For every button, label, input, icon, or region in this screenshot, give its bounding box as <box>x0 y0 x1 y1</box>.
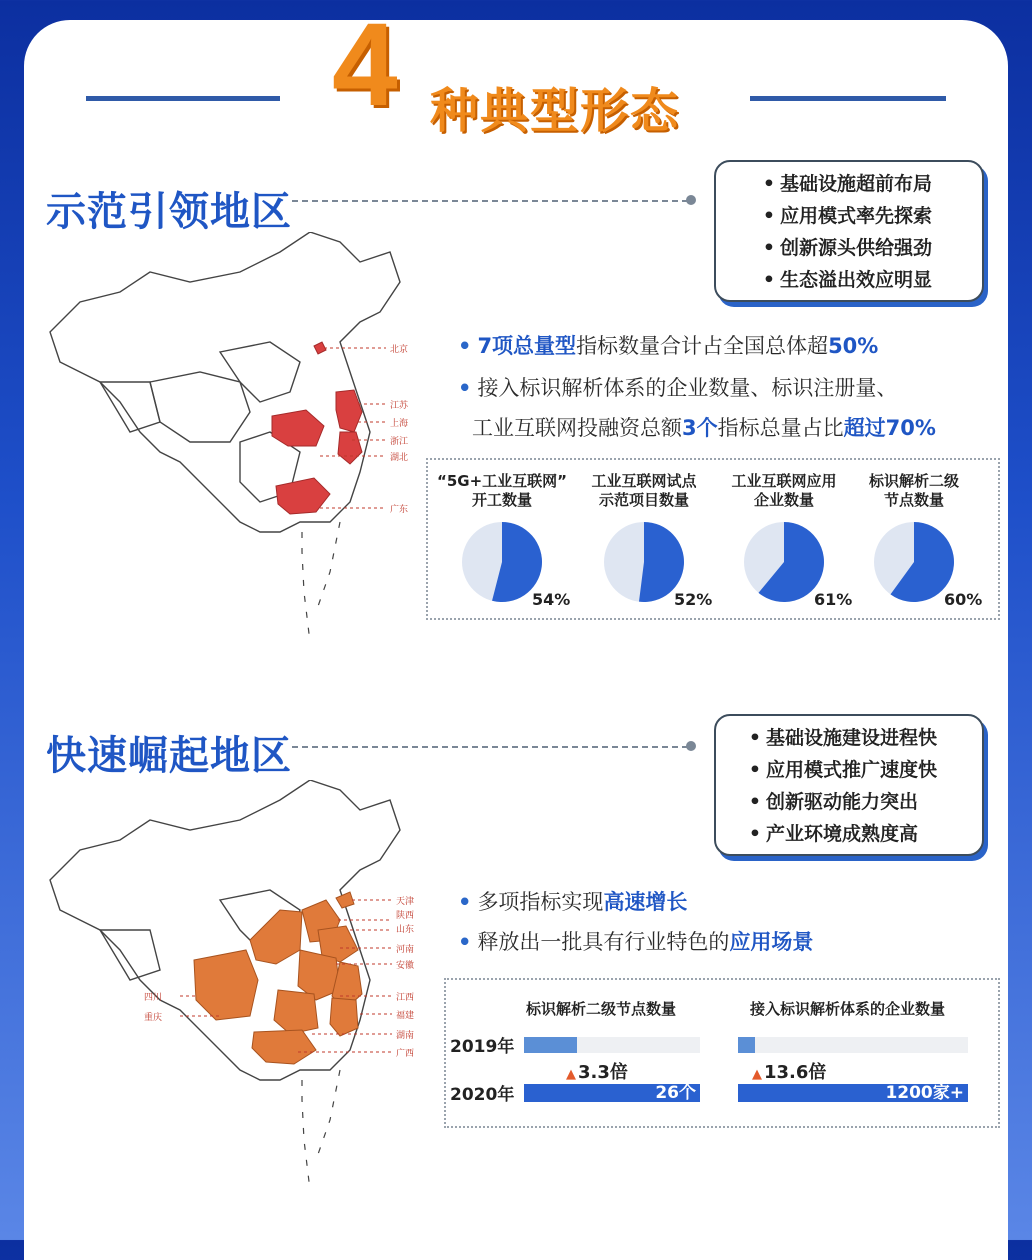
title-divider-left <box>86 96 280 101</box>
bar-series-title: 标识解析二级节点数量 <box>526 1000 677 1018</box>
map-label: 四川 <box>144 993 163 1003</box>
region1-feature-box <box>714 160 984 302</box>
feature-item: • 基础设施建设进程快 <box>748 727 938 749</box>
pie-title: “5G+工业互联网” 开工数量 <box>436 472 568 509</box>
growth-label: ▲ 3.3倍 <box>566 1062 628 1083</box>
map-label: 江西 <box>396 993 415 1003</box>
region2-feature-box <box>714 714 984 856</box>
map-label: 广西 <box>396 1049 415 1059</box>
region1-dash <box>292 200 688 202</box>
bar-2020: 26个 <box>524 1084 700 1102</box>
bar-track <box>738 1037 968 1053</box>
region1-dot <box>686 195 696 205</box>
map-label: 广东 <box>390 505 409 515</box>
map-label: 重庆 <box>144 1013 163 1023</box>
pie-title: 工业互联网应用 企业数量 <box>731 472 837 509</box>
map-label: 浙江 <box>390 437 409 447</box>
bar-2019 <box>524 1037 577 1053</box>
feature-item: • 生态溢出效应明显 <box>762 269 933 291</box>
bar-series-title: 接入标识解析体系的企业数量 <box>750 1000 946 1018</box>
map-label: 陕西 <box>396 911 415 921</box>
pie-value-label: 54% <box>532 590 571 609</box>
region2-dash <box>292 746 688 748</box>
region1-bullet-2-cont: 工业互联网投融资总额3个指标总量占比超过70% <box>472 416 936 440</box>
map-label: 山东 <box>396 925 415 935</box>
bar-2020: 1200家+ <box>738 1084 968 1102</box>
feature-item: • 应用模式推广速度快 <box>748 759 938 781</box>
region2-title: 快速崛起地区 <box>46 733 292 779</box>
up-triangle-icon: ▲ <box>752 1067 762 1082</box>
map-label: 江苏 <box>390 401 409 411</box>
growth-label: ▲ 13.6倍 <box>752 1062 827 1083</box>
feature-item: • 创新驱动能力突出 <box>748 791 919 813</box>
map-label: 上海 <box>390 419 409 429</box>
region1-china-map <box>40 232 420 652</box>
region1-bullet-2: • 接入标识解析体系的企业数量、标识注册量、 <box>458 376 898 400</box>
year-label-2019: 2019年 <box>450 1037 515 1057</box>
pie-title: 工业互联网试点 示范项目数量 <box>591 472 697 509</box>
map-label: 湖南 <box>396 1031 415 1041</box>
title-number: 4 <box>332 0 398 131</box>
map-label: 天津 <box>396 897 415 907</box>
feature-item: • 基础设施超前布局 <box>762 173 933 195</box>
pie-value-label: 61% <box>814 590 853 609</box>
bar-2019 <box>738 1037 755 1053</box>
pie-value-label: 52% <box>674 590 713 609</box>
map-label: 福建 <box>396 1011 415 1021</box>
region2-bullet-2: • 释放出一批具有行业特色的应用场景 <box>458 930 814 954</box>
region1-bullet-1: • 7项总量型指标数量合计占全国总体超50% <box>458 334 879 358</box>
up-triangle-icon: ▲ <box>566 1067 576 1082</box>
region1-title: 示范引领地区 <box>46 189 292 235</box>
pie-panel <box>426 458 1000 620</box>
map-label: 北京 <box>390 345 409 355</box>
region2-dot <box>686 741 696 751</box>
map-label: 河南 <box>396 945 415 955</box>
title-divider-right <box>750 96 946 101</box>
year-label-2020: 2020年 <box>450 1085 515 1105</box>
bar-panel <box>444 978 1000 1128</box>
page-header <box>0 0 1032 140</box>
pie-value-label: 60% <box>944 590 983 609</box>
region2-china-map <box>40 780 430 1200</box>
feature-item: • 创新源头供给强劲 <box>762 237 933 259</box>
feature-item: • 应用模式率先探索 <box>762 205 933 227</box>
feature-item: • 产业环境成熟度高 <box>748 823 919 845</box>
region2-bullet-1: • 多项指标实现高速增长 <box>458 890 688 914</box>
title-text: 种典型形态 <box>430 83 681 139</box>
pie-title: 标识解析二级 节点数量 <box>868 472 959 509</box>
map-label: 安徽 <box>396 961 415 971</box>
map-label: 湖北 <box>390 453 409 463</box>
